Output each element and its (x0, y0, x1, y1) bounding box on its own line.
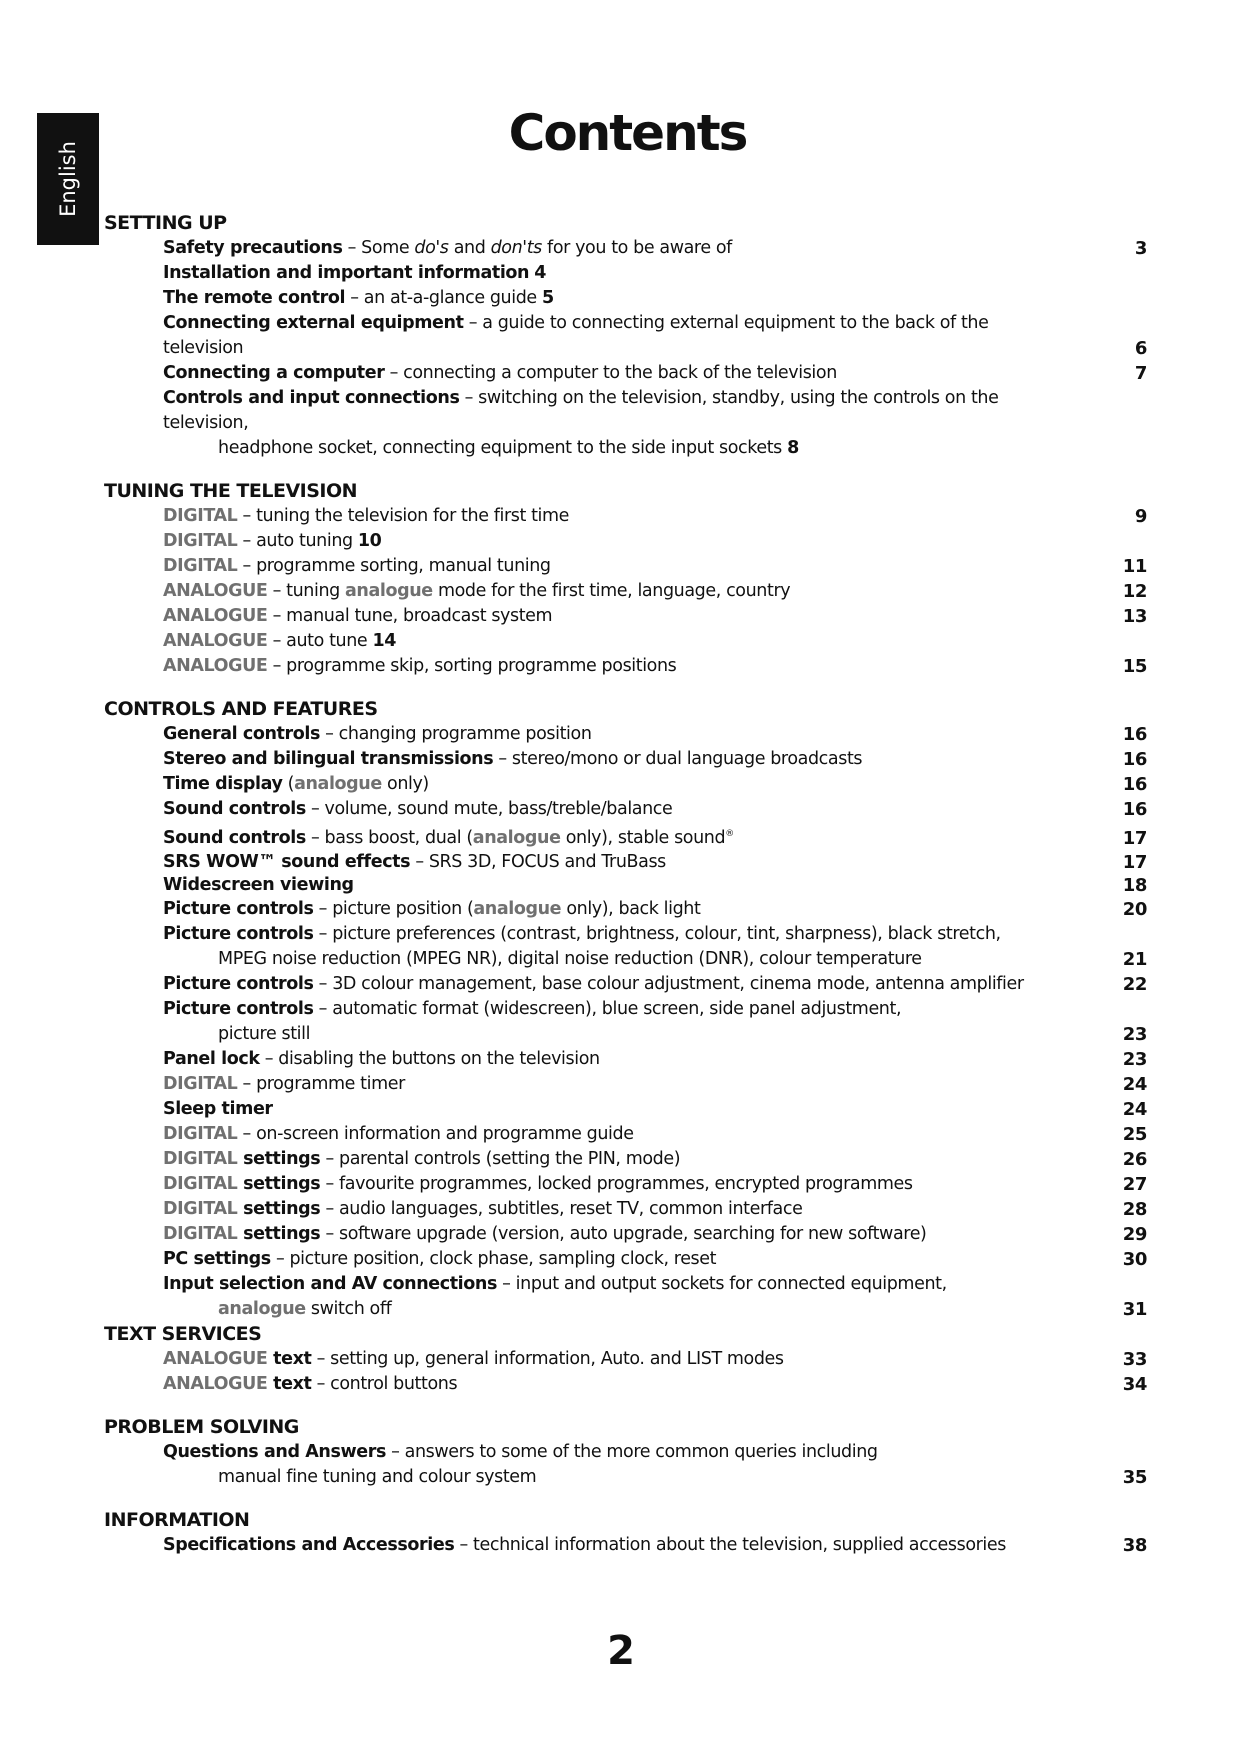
page-ref: 16 (1122, 749, 1147, 770)
page-ref: 15 (1122, 656, 1147, 677)
page-ref: 16 (1122, 799, 1147, 820)
page-ref: 31 (1122, 1298, 1147, 1320)
section-heading: CONTROLS AND FEATURES (104, 698, 378, 720)
toc-entry[interactable]: DIGITAL settings – audio languages, subtitles, reset TV, common interface 28 (163, 1198, 1147, 1220)
page-ref: 6 (1134, 338, 1147, 359)
toc-entry[interactable]: Time display (analogue only) 16 (163, 774, 1147, 795)
toc-entry[interactable]: DIGITAL settings – parental controls (setting the PIN, mode) 26 (163, 1148, 1147, 1170)
page-ref: 25 (1122, 1123, 1147, 1145)
toc-entry[interactable]: DIGITAL – auto tuning 10 (163, 531, 382, 551)
toc-entry[interactable]: PC settings – picture position, clock phase, sampling clock, reset 30 (163, 1248, 1147, 1270)
toc-entry[interactable]: ANALOGUE – programme skip, sorting programme positions 15 (163, 656, 1147, 677)
toc-entry[interactable]: ANALOGUE – auto tune 14 (163, 631, 397, 651)
toc-entry[interactable]: DIGITAL – tuning the television for the first time 9 (163, 506, 1147, 527)
toc-entry[interactable]: Sound controls – bass boost, dual (analogue only), stable sound® 17 (163, 827, 1147, 849)
page-ref: 38 (1122, 1534, 1147, 1556)
toc-entry[interactable]: Installation and important information 4 (163, 263, 547, 283)
page-ref: 17 (1122, 827, 1147, 849)
page-ref: 22 (1122, 973, 1147, 995)
toc-entry[interactable]: Sleep timer 24 (163, 1098, 1147, 1120)
section-tuning (104, 479, 1147, 679)
section-information (104, 1508, 1147, 1558)
page-ref: 13 (1122, 606, 1147, 627)
page-ref: 5 (541, 288, 554, 308)
toc-entry[interactable]: Sound controls – volume, sound mute, bass/treble/balance 16 (163, 799, 1147, 820)
toc-entry[interactable]: Questions and Answers – answers to some of the more common queries including manual fine tuning and colour system 35 (163, 1441, 1147, 1488)
section-heading: INFORMATION (104, 1508, 250, 1531)
section-text-services (104, 1322, 1147, 1397)
page-ref: 29 (1122, 1223, 1147, 1245)
toc-entry[interactable]: Picture controls – picture preferences (contrast, brightness, colour, tint, sharpness), black stretch, MPEG noise reduction (MPEG NR), digital noise reduction (DNR), colour temperature 21 (163, 923, 1147, 970)
page-ref: 18 (1122, 874, 1147, 896)
page-ref: 21 (1122, 948, 1147, 970)
toc-entry[interactable]: DIGITAL – programme sorting, manual tuning 11 (163, 556, 1147, 577)
page-ref: 24 (1122, 1098, 1147, 1120)
page-title: Contents (508, 104, 747, 162)
page-number: 2 (607, 1628, 635, 1674)
language-label: English (56, 141, 80, 217)
toc-entry[interactable]: DIGITAL – programme timer 24 (163, 1073, 1147, 1095)
toc-entry[interactable]: The remote control – an at-a-glance guide 5 (163, 288, 554, 308)
page-ref: 20 (1122, 898, 1147, 920)
toc-entry[interactable]: Picture controls – picture position (analogue only), back light 20 (163, 898, 1147, 920)
toc-entry[interactable]: SRS WOW™ sound effects – SRS 3D, FOCUS and TruBass 17 (163, 851, 1147, 873)
page-ref: 8 (787, 438, 799, 458)
toc-entry[interactable]: ANALOGUE – manual tune, broadcast system 13 (163, 606, 1147, 627)
section-setting-up (104, 211, 1147, 461)
toc-entry[interactable]: Stereo and bilingual transmissions – stereo/mono or dual language broadcasts 16 (163, 749, 1147, 770)
section-heading: TUNING THE TELEVISION (104, 480, 358, 502)
toc-entry[interactable]: Connecting external equipment – a guide to connecting external equipment to the back of the television 6 (163, 313, 1147, 359)
section-heading: PROBLEM SOLVING (104, 1415, 299, 1438)
page-ref: 4 (534, 263, 547, 283)
page-ref: 23 (1122, 1048, 1147, 1070)
toc-entry[interactable]: Safety precautions – Some do's and don'ts for you to be aware of 3 (163, 238, 1147, 259)
page-ref: 33 (1122, 1348, 1147, 1370)
page-ref: 17 (1122, 851, 1147, 873)
page-ref: 30 (1122, 1248, 1147, 1270)
page-ref: 12 (1122, 581, 1147, 602)
toc-entry[interactable]: Connecting a computer – connecting a computer to the back of the television 7 (163, 363, 1147, 384)
toc-entry[interactable]: Controls and input connections – switching on the television, standby, using the controls on the television, headphone socket, connecting equipment to the side input sockets 8 (163, 388, 999, 458)
toc-entry[interactable]: ANALOGUE text – setting up, general information, Auto. and LIST modes 33 (163, 1348, 1147, 1370)
section-heading: TEXT SERVICES (104, 1322, 262, 1345)
toc-entry[interactable]: Widescreen viewing 18 (163, 874, 1147, 896)
toc-entry[interactable]: Specifications and Accessories – technical information about the television, supplied accessories 38 (163, 1534, 1147, 1556)
toc-entry[interactable]: ANALOGUE text – control buttons 34 (163, 1373, 1147, 1395)
section-heading: SETTING UP (104, 212, 227, 234)
page-ref: 11 (1122, 556, 1147, 577)
page-ref: 7 (1134, 363, 1147, 384)
page-ref: 9 (1134, 506, 1147, 527)
page-ref: 35 (1122, 1466, 1147, 1488)
section-controls (104, 697, 1147, 1322)
toc-entry[interactable]: Input selection and AV connections – input and output sockets for connected equipment, analogue switch off 31 (163, 1273, 1147, 1320)
toc-entry[interactable]: Picture controls – 3D colour management, base colour adjustment, cinema mode, antenna amplifier 22 (163, 973, 1147, 995)
page-ref: 14 (372, 631, 397, 651)
toc-entry[interactable]: DIGITAL settings – software upgrade (version, auto upgrade, searching for new software) 29 (163, 1223, 1147, 1245)
toc-entry[interactable]: DIGITAL – on-screen information and programme guide 25 (163, 1123, 1147, 1145)
page-ref: 34 (1122, 1373, 1147, 1395)
section-problem-solving (104, 1415, 1147, 1490)
table-of-contents (104, 211, 1147, 1576)
page-ref: 28 (1122, 1198, 1147, 1220)
toc-entry[interactable]: General controls – changing programme position 16 (163, 724, 1147, 745)
page-ref: 27 (1122, 1173, 1147, 1195)
page-ref: 16 (1122, 774, 1147, 795)
toc-entry[interactable]: Panel lock – disabling the buttons on the television 23 (163, 1048, 1147, 1070)
page-ref: 3 (1134, 238, 1147, 259)
page-ref: 24 (1122, 1073, 1147, 1095)
toc-entry[interactable]: ANALOGUE – tuning analogue mode for the first time, language, country 12 (163, 581, 1147, 602)
toc-entry[interactable]: Picture controls – automatic format (widescreen), blue screen, side panel adjustment, picture still 23 (163, 998, 1147, 1045)
toc-entry[interactable]: DIGITAL settings – favourite programmes, locked programmes, encrypted programmes 27 (163, 1173, 1147, 1195)
page-ref: 26 (1122, 1148, 1147, 1170)
page-ref: 23 (1122, 1023, 1147, 1045)
page-ref: 16 (1122, 724, 1147, 745)
page-ref: 10 (357, 531, 382, 551)
